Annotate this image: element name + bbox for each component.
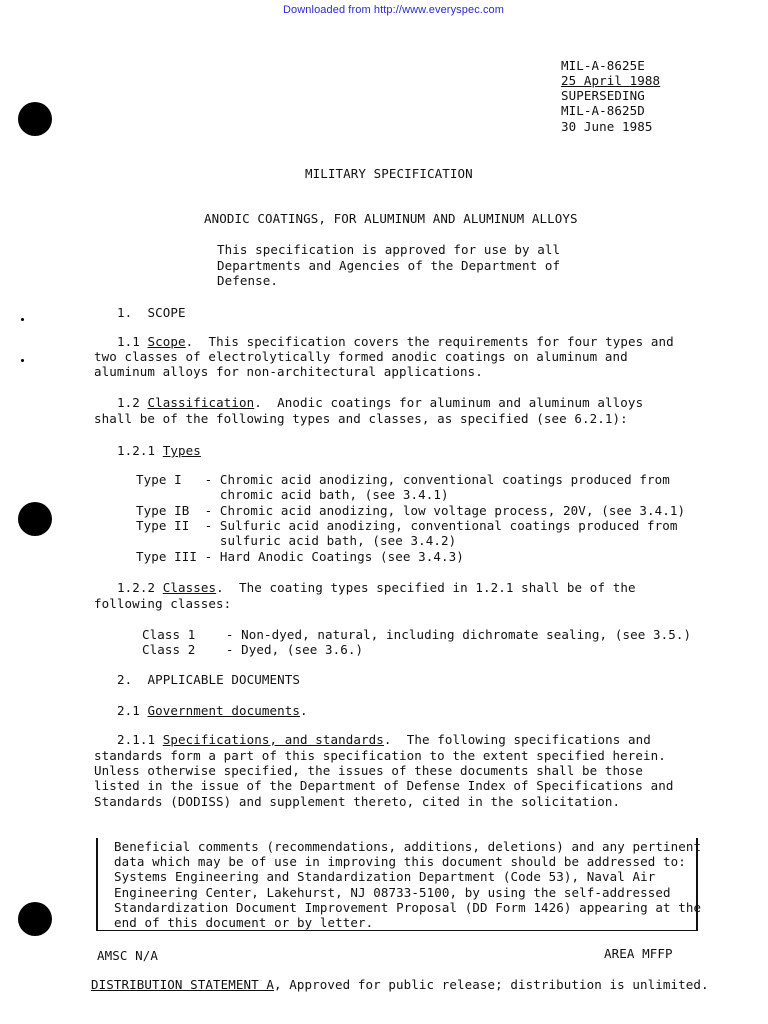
section-1-heading: 1. SCOPE <box>117 305 186 320</box>
type-item: Type I - Chromic acid anodizing, conventional coatings produced from <box>136 472 670 487</box>
doc-date: 25 April 1988 <box>561 73 661 88</box>
para-label: Government documents <box>147 703 301 718</box>
para-text: shall be of the following types and classes, as specified (see 6.2.1): <box>94 411 628 426</box>
superseded-date: 30 June 1985 <box>561 119 653 134</box>
type-item: chromic acid bath, (see 3.4.1) <box>204 487 449 502</box>
spec-subject-title: ANODIC COATINGS, FOR ALUMINUM AND ALUMINUM ALLOYS <box>204 211 578 226</box>
para-text: . This specification covers the requirements for four types and <box>185 334 674 349</box>
para-number: 1.1 <box>117 334 148 349</box>
para-text: . Anodic coatings for aluminum and aluminum alloys <box>254 395 644 410</box>
distribution-label: DISTRIBUTION STATEMENT A <box>91 977 275 992</box>
amsc-label: AMSC N/A <box>97 948 159 963</box>
type-item: Type IB - Chromic acid anodizing, low voltage process, 20V, (see 3.4.1) <box>136 503 686 518</box>
para-text: . The coating types specified in 1.2.1 shall be of the <box>216 580 636 595</box>
approval-line: Departments and Agencies of the Department of <box>217 258 561 273</box>
comments-line: Beneficial comments (recommendations, additions, deletions) and any pertinent <box>114 839 702 854</box>
punch-hole <box>18 102 52 136</box>
para-number: 1.2 <box>117 395 148 410</box>
para-label: Classification <box>147 395 255 410</box>
para-label: Specifications, and standards <box>162 732 384 747</box>
type-item: Type II - Sulfuric acid anodizing, conventional coatings produced from <box>136 518 678 533</box>
scan-speck <box>21 359 24 362</box>
para-number: 2.1 <box>117 703 148 718</box>
para-text: following classes: <box>94 596 232 611</box>
distribution-statement <box>91 977 709 992</box>
paragraph-2-1: 2.1 Government documents. <box>117 703 308 718</box>
comments-line: Engineering Center, Lakehurst, NJ 08733-5100, by using the self-addressed <box>114 885 671 900</box>
punch-hole <box>18 502 52 536</box>
punch-hole <box>18 902 52 936</box>
superseding-label: SUPERSEDING <box>561 88 645 103</box>
area-label: AREA MFFP <box>604 946 673 961</box>
para-text: two classes of electrolytically formed anodic coatings on aluminum and <box>94 349 628 364</box>
para-text: standards form a part of this specification to the extent specified herein. <box>94 748 666 763</box>
comments-line: data which may be of use in improving this document should be addressed to: <box>114 854 686 869</box>
spec-type-title: MILITARY SPECIFICATION <box>305 166 473 181</box>
para-text: aluminum alloys for non-architectural applications. <box>94 364 483 379</box>
download-link[interactable]: Downloaded from http://www.everyspec.com <box>283 4 505 16</box>
approval-line: Defense. <box>217 273 279 288</box>
para-label: Classes <box>162 580 217 595</box>
comments-line: Standardization Document Improvement Proposal (DD Form 1426) appearing at the <box>114 900 702 915</box>
scan-speck <box>21 318 24 321</box>
class-item: Class 1 - Non-dyed, natural, including dichromate sealing, (see 3.5.) <box>142 627 692 642</box>
para-text: Unless otherwise specified, the issues of these documents shall be those <box>94 763 644 778</box>
section-2-heading: 2. APPLICABLE DOCUMENTS <box>117 672 301 687</box>
type-item: sulfuric acid bath, (see 3.4.2) <box>204 533 457 548</box>
para-text: . The following specifications and <box>383 732 651 747</box>
doc-number: MIL-A-8625E <box>561 58 645 73</box>
type-item: Type III - Hard Anodic Coatings (see 3.4.3) <box>136 549 464 564</box>
para-number: 2.1.1 <box>117 732 163 747</box>
comments-line: end of this document or by letter. <box>114 915 374 930</box>
para-number: 1.2.2 <box>117 580 163 595</box>
class-item: Class 2 - Dyed, (see 3.6.) <box>142 642 364 657</box>
para-label: Scope <box>147 334 186 349</box>
para-text: Standards (DODISS) and supplement thereto, cited in the solicitation. <box>94 794 621 809</box>
para-number: 1.2.1 <box>117 443 163 458</box>
approval-line: This specification is approved for use by all <box>217 242 561 257</box>
para-text: listed in the issue of the Department of Defense Index of Specifications and <box>94 778 674 793</box>
para-label: Types <box>162 443 201 458</box>
distribution-text: , Approved for public release; distribution is unlimited. <box>274 977 709 992</box>
superseded-number: MIL-A-8625D <box>561 103 645 118</box>
comments-line: Systems Engineering and Standardization Department (Code 53), Naval Air <box>114 869 656 884</box>
